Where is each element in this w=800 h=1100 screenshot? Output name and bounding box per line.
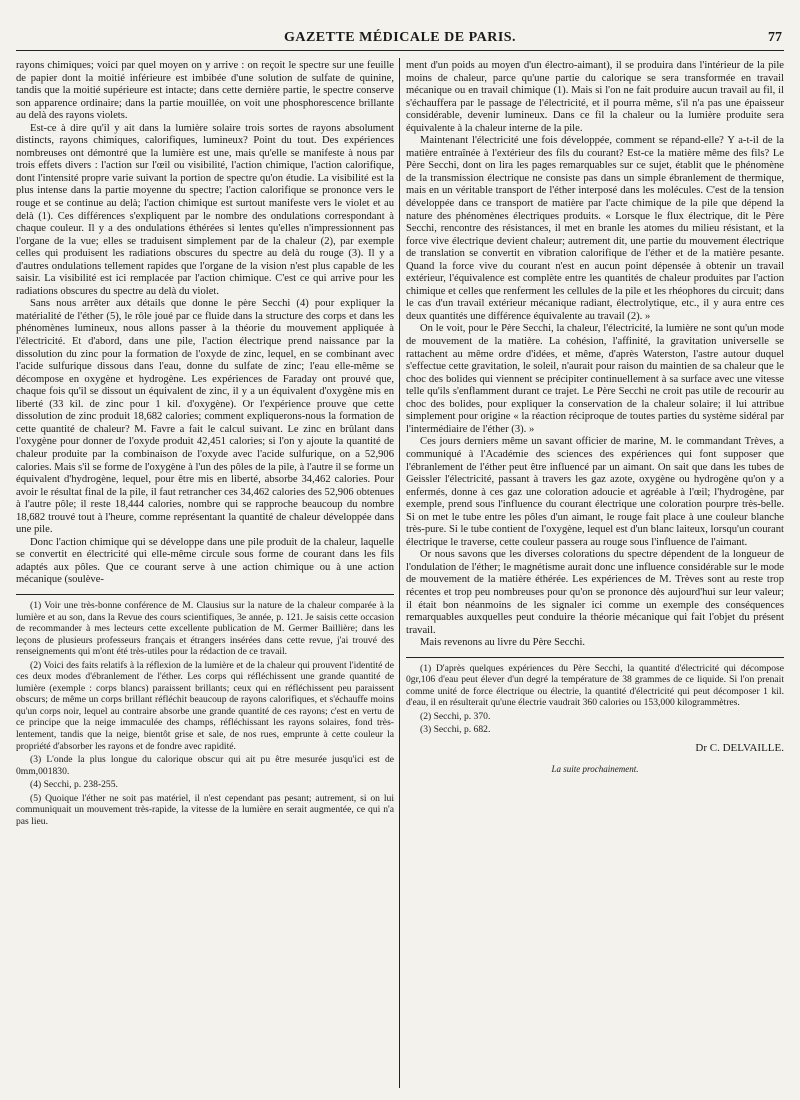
author-signature: Dr C. DELVAILLE. (695, 741, 784, 754)
paragraph: Ces jours derniers même un savant officier de marine, M. le commandant Trèves, a communiqué à l'Académie des sciences des expériences qui font supposer que l'ébranlement de l'éther peut être influencé par un aimant. On sait que dans les tubes de Geissler l'électricité, passant à travers les gaz azote, oxygène ou hydrogène qu'on y a enfermés, donne à ces gaz une coloration adoucie et agréable à l'œil; l'hydrogène, par exemple, prend sous l'influence du courant électrique une coloration pourpre très-belle. Si on met le tube entre les pôles d'un aimant, le rouge fait place à une couleur blanche très-pure. Si le tube contient de l'oxygène, lequel est d'un blanc laiteux, lorsqu'un courant électrique le traverse, cette couleur passera au rouge sous l'influence de l'aimant. (406, 436, 784, 548)
paragraph: Sans nous arrêter aux détails que donne le père Secchi (4) pour expliquer la matérialité de l'éther (5), le rôle joué par ce fluide dans la structure des corps et dans les phénomènes lumineux, nous allons passer à la théorie du mouvement appliquée à l'électricité. Et d'abord, dans une pile, l'action électrique prend naissance par la dissolution du zinc pour la formation de l'oxyde de zinc, lequel, en se combinant avec l'acide sulfurique dissous dans l'eau, donne du sulfate de zinc; l'eau elle-même se décompose en oxygène et hydrogène. Les expériences de Faraday ont prouvé que, chaque fois qu'il se dissout un équivalent de zinc, il y a un équivalent d'oxygène mis en liberté (33 kil. de zinc pour 1 kil. d'oxygène). Or l'expérience prouve que cette dissolution de zinc produit 18,682 calories; comment expliquerons-nous la formation de cette quantité de chaleur? M. Favre a fait le calcul suivant. Le zinc en brûlant dans l'oxygène pour donner de l'oxyde produit 42,451 calories; si l'on y ajoute la quantité de chaleur produite par la combinaison de l'oxyde avec l'acide sulfurique, on a 52,906 calories. Mais s'il se forme de l'oxygène à l'un des pôles de la pile, à l'autre il se forme un équivalent d'hydrogène, lequel, pour être mis en liberté, absorbe 34,462 calories. Pour avoir le résultat final de la pile, il faut retrancher ces 34,462 calories des 52,906 obtenues à l'autre pôle; il reste 18,444 calories, nombre qui se rapproche beaucoup du nombre 18,682 trouvé tout à l'heure, comme représentant la quantité de chaleur développée dans une pile. (16, 298, 394, 536)
right-column (406, 60, 784, 1080)
paragraph: Donc l'action chimique qui se développe dans une pile produit de la chaleur, laquelle se convertit en électricité qui elle-même circule sous forme de courant dans les fils adaptés aux pôles. Que ce courant serve à une action chimique ou à une action mécanique (soulève- (16, 536, 394, 586)
paragraph: On le voit, pour le Père Secchi, la chaleur, l'électricité, la lumière ne sont qu'un mode de mouvement de la matière. La cohésion, l'affinité, la gravitation universelle se rattachent au même ordre d'idées, et même, d'après Waterston, l'astre autour duquel s'effectue cette gravitation, le soleil, n'aurait pour raison du maintien de sa chaleur que le choc des bolides qui viennent se précipiter continuellement à sa surface avec une vitesse telle qu'ils s'enflamment durant ce trajet. Le Père Secchi ne croit pas utile de recourir au choc des bolides, pour expliquer la conservation de la chaleur solaire; il lui attribue simplement pour origine « la réaction réciproque de toutes parties du système sidéral par l'intermédiaire de l'éther (3). » (406, 323, 784, 435)
journal-title: GAZETTE MÉDICALE DE PARIS. (283, 30, 517, 45)
footnotes (406, 663, 784, 736)
footnote: (5) Quoique l'éther ne soit pas matériel, il n'est cependant pas pesant; autrement, si on lui communiquait un mouvement très-rapide, la vitesse de la lumière en serait augmentée, ce qui n'a pas lieu. (16, 792, 394, 827)
paragraph: Maintenant l'électricité une fois développée, comment se répand-elle? Y a-t-il de la matière entraînée à l'extérieur des fils du courant? Est-ce la matière même des fils? Le Père Secchi, dont on lira les pages remarquables sur ce sujet, établit que le phénomène de la transmission électrique ne consiste pas dans un simple ébranlement de thermique, mais en un véritable transport de l'éther interposé dans les molécules. C'est de la tension développée dans ce transport de matière par l'acte chimique de la pile que dépend la nature des phénomènes électriques produits. « Lorsque le flux électrique, dit le Père Secchi, rencontre des résistances, il met en branle les atomes du milieu résistant, et la force vive électrique devient chaleur; autrement dit, une partie du mouvement électrique de translation se convertit en vibration calorifique de l'éther et de la matière pesante. Quand la force vive du courant n'est en aucun point dépensée à obtenir un travail extérieur, l'équivalence est complète entre les quantités de chaleur produites par l'action chimique et celles que renferment les cellules de la pile et les rhéophores du circuit; dans le cas d'un travail extérieur mécanique radiant, électrolytique, etc., il y aura entre ces deux quantités une différence équivalente au travail (2). » (406, 135, 784, 322)
footnote: (3) Secchi, p. 682. (420, 724, 491, 736)
page-header (16, 28, 784, 51)
footnote-rule (16, 594, 394, 595)
footnote: (1) Voir une très-bonne conférence de M. Clausius sur la nature de la chaleur comparée à la lumière et au son, dans la Revue des cours scientifiques, 3e année, p. 121. Je saisis cette occasion de recommander à mes lecteurs cette excellente publication de M. Germer Baillière; dans les leçons de plusieurs professeurs français et étrangers insérées dans cette revue, j'ai trouvé des renseignements qui m'ont été très-utiles pour la rédaction de ce travail. (16, 599, 394, 658)
footnote: (3) L'onde la plus longue du calorique obscur qui ait pu être mesurée jusqu'ici est de 0mm,001830. (16, 754, 394, 777)
continuation-note: La suite prochainement. (551, 763, 639, 774)
paragraph: Est-ce à dire qu'il y ait dans la lumière solaire trois sortes de rayons absolument distincts, rayons chimiques, calorifiques, lumineux? Point du tout. Des expériences nombreuses ont démontré que la lumière est une, mais qu'elle se manifeste à nous par trois effets divers : l'action sur l'œil ou visibilité, l'action chimique, l'action calorifique, dont l'intensité propre varie suivant la portion de spectre qu'on étudie. La visibilité est la plus intense dans la partie moyenne du spectre; l'action calorifique se prononce vers le rouge et se continue au delà; l'action chimique est surtout manifeste vers le violet et au delà (1). Ces différences s'expliquent par le nombre des ondulations correspondant à chaque couleur. Il y a des ondulations éthérées si lentes qu'elles n'impressionnent pas l'organe de la vue; elles se traduisent simplement par de la chaleur (2), par exemple celles qui produisent les radiations obscures du spectre au delà du rouge (3). Il y a d'autres ondulations tellement rapides que l'organe de la vision n'est plus capable de les saisir. La visibilité est ici remplacée par l'action chimique. C'est ce qui arrive pour les radiations obscures du spectre au delà du violet. (16, 122, 394, 297)
paragraph: Mais revenons au livre du Père Secchi. (420, 637, 586, 649)
footnote: (2) Secchi, p. 370. (420, 710, 491, 722)
page-number: 77 (768, 30, 782, 45)
footnote: (2) Voici des faits relatifs à la réflexion de la lumière et de la chaleur qui prouvent l'identité de ces deux modes d'ébranlement de l'éther. Les corps qui réfléchissent une grande quantité de lumière (exemple : corps blancs) paraissent brillants; ceux qui en réfléchissent peu paraissent obscurs; de même un corps brillant réfléchit beaucoup de rayons calorifiques, et s'échauffe moins qu'un corps noir, lequel au contraire absorbe une grande quantité de ces rayons; c'est en vertu de ce principe que la neige immaculée des champs, réfléchissant les rayons solaires, fond très-lentement, tandis que la neige, bientôt grise et sale, de nos rues, emprunte à cette couleur la propriété d'absorber les rayons et de fondre avec rapidité. (16, 659, 394, 752)
left-column (16, 60, 394, 1080)
paragraph: Or nous savons que les diverses colorations du spectre dépendent de la longueur de l'ondulation de l'éther; le magnétisme aurait donc une influence considérable sur le mode de mouvement de la matière éthérée. Les expériences de M. Trèves sont au reste trop récentes et trop peu nombreuses pour qu'on se prononce dès aujourd'hui sur leur valeur; il était bon néanmoins de les signaler ici comme un exemple des conséquences remarquables auxquelles peut conduire la théorie mécanique qui fait l'objet du présent travail. (406, 549, 784, 636)
footnote: (4) Secchi, p. 238-255. (30, 779, 118, 791)
footnote: (1) D'après quelques expériences du Père Secchi, la quantité d'électricité qui décompose 0gr,106 d'eau peut élever d'un degré la température de 38 grammes de ce liquide. Si l'on prenait comme unité de force électrique ou électrie, la quantité d'électricité qui peut décomposer 1 kil. d'eau, il en résulterait qu'une électrie vaudrait 360 calories ou 153,000 kilogrammètres. (406, 662, 784, 709)
paragraph: rayons chimiques; voici par quel moyen on y arrive : on reçoit le spectre sur une feuille de papier dont la moitié inférieure est imbibée d'une solution de sulfate de quinine, tandis que la moitié supérieure est intacte; dans cette dernière partie, le spectre conserve son apparence ordinaire; dans la partie mouillée, on voit une phosphorescence brillante au delà des rayons violets. (16, 60, 394, 122)
paragraph: ment d'un poids au moyen d'un électro-aimant), il se produira dans l'intérieur de la pile moins de chaleur, parce qu'une partie du calorique se sera transformée en travail mécanique ou en travail chimique (1). Mais si l'on ne fait produire aucun travail au fil, il s'échauffera par le passage de l'électricité, et il pourra même, s'il n'a pas une épaisseur considérable, devenir lumineux. Dans ce fil la chaleur ou la lumière produite sera équivalente à la chaleur interne de la pile. (406, 60, 784, 134)
footnotes (16, 600, 394, 827)
column-divider (399, 58, 400, 1088)
footnote-rule (406, 657, 784, 658)
